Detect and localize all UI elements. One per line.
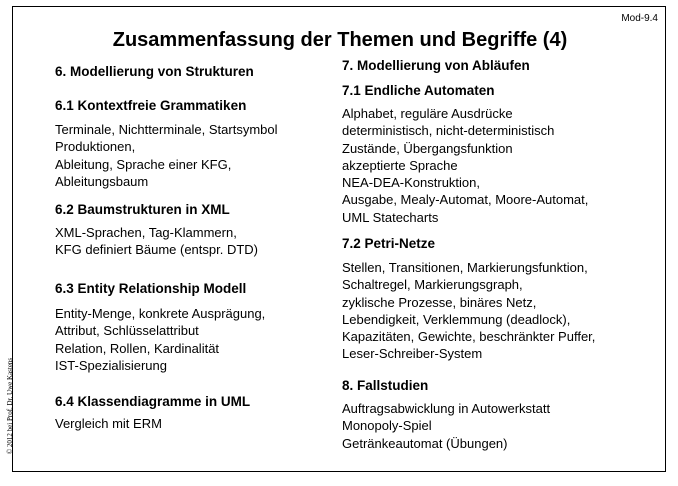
- list-item: Produktionen,: [55, 139, 136, 155]
- section-list-7-2: [342, 259, 595, 363]
- list-item: Vergleich mit ERM: [55, 416, 162, 431]
- chapter-heading-6: 6. Modellierung von Strukturen: [55, 64, 254, 79]
- section-heading-6-3: 6.3 Entity Relationship Modell: [55, 281, 247, 296]
- section-list-6-4: [55, 415, 162, 432]
- section-list-8: [342, 400, 550, 452]
- list-item: zyklische Prozesse, binäres Netz,: [342, 294, 537, 310]
- list-item: KFG definiert Bäume (entspr. DTD): [55, 242, 259, 258]
- section-heading-6-1: 6.1 Kontextfreie Grammatiken: [55, 98, 247, 113]
- list-item: Ableitung, Sprache einer KFG,: [55, 156, 232, 172]
- page-id: Mod-9.4: [621, 13, 658, 24]
- list-item: NEA-DEA-Konstruktion,: [342, 175, 480, 191]
- copyright-note: © 2012 bei Prof. Dr. Uwe Kastens: [6, 357, 14, 455]
- list-item: Terminale, Nichtterminale, Startsymbol: [55, 122, 278, 137]
- list-item: Ableitungsbaum: [55, 173, 149, 189]
- list-item: XML-Sprachen, Tag-Klammern,: [55, 225, 237, 240]
- list-item: Alphabet, reguläre Ausdrücke: [342, 106, 513, 121]
- section-heading-7-1: 7.1 Endliche Automaten: [342, 83, 495, 98]
- section-heading-6-4: 6.4 Klassendiagramme in UML: [55, 394, 251, 409]
- section-heading-6-2: 6.2 Baumstrukturen in XML: [55, 202, 230, 217]
- list-item: Getränkeautomat (Übungen): [342, 435, 508, 451]
- section-heading-7-2: 7.2 Petri-Netze: [342, 236, 436, 251]
- list-item: akzeptierte Sprache: [342, 157, 458, 173]
- list-item: Zustände, Übergangsfunktion: [342, 140, 513, 156]
- list-item: Entity-Menge, konkrete Ausprägung,: [55, 306, 266, 321]
- list-item: Schaltregel, Markierungsgraph,: [342, 277, 523, 293]
- list-item: Attribut, Schlüsselattribut: [55, 323, 199, 339]
- list-item: Relation, Rollen, Kardinalität: [55, 340, 220, 356]
- list-item: IST-Spezialisierung: [55, 357, 167, 373]
- list-item: Ausgabe, Mealy-Automat, Moore-Automat,: [342, 192, 589, 208]
- chapter-heading-7: 7. Modellierung von Abläufen: [342, 58, 530, 73]
- section-list-6-3: [55, 305, 265, 374]
- slide-title: Zusammenfassung der Themen und Begriffe (4): [112, 29, 568, 51]
- chapter-heading-8: 8. Fallstudien: [342, 378, 429, 393]
- list-item: Monopoly-Spiel: [342, 418, 432, 434]
- section-list-6-2: [55, 224, 258, 259]
- section-list-6-1: [55, 121, 278, 190]
- list-item: Stellen, Transitionen, Markierungsfunktion,: [342, 260, 588, 275]
- list-item: Lebendigkeit, Verklemmung (deadlock),: [342, 311, 571, 327]
- list-item: deterministisch, nicht-deterministisch: [342, 123, 555, 139]
- list-item: UML Statecharts: [342, 209, 439, 225]
- section-list-7-1: [342, 105, 588, 226]
- list-item: Auftragsabwicklung in Autowerkstatt: [342, 401, 551, 416]
- list-item: Kapazitäten, Gewichte, beschränkter Puffer,: [342, 329, 596, 345]
- list-item: Leser-Schreiber-System: [342, 346, 483, 362]
